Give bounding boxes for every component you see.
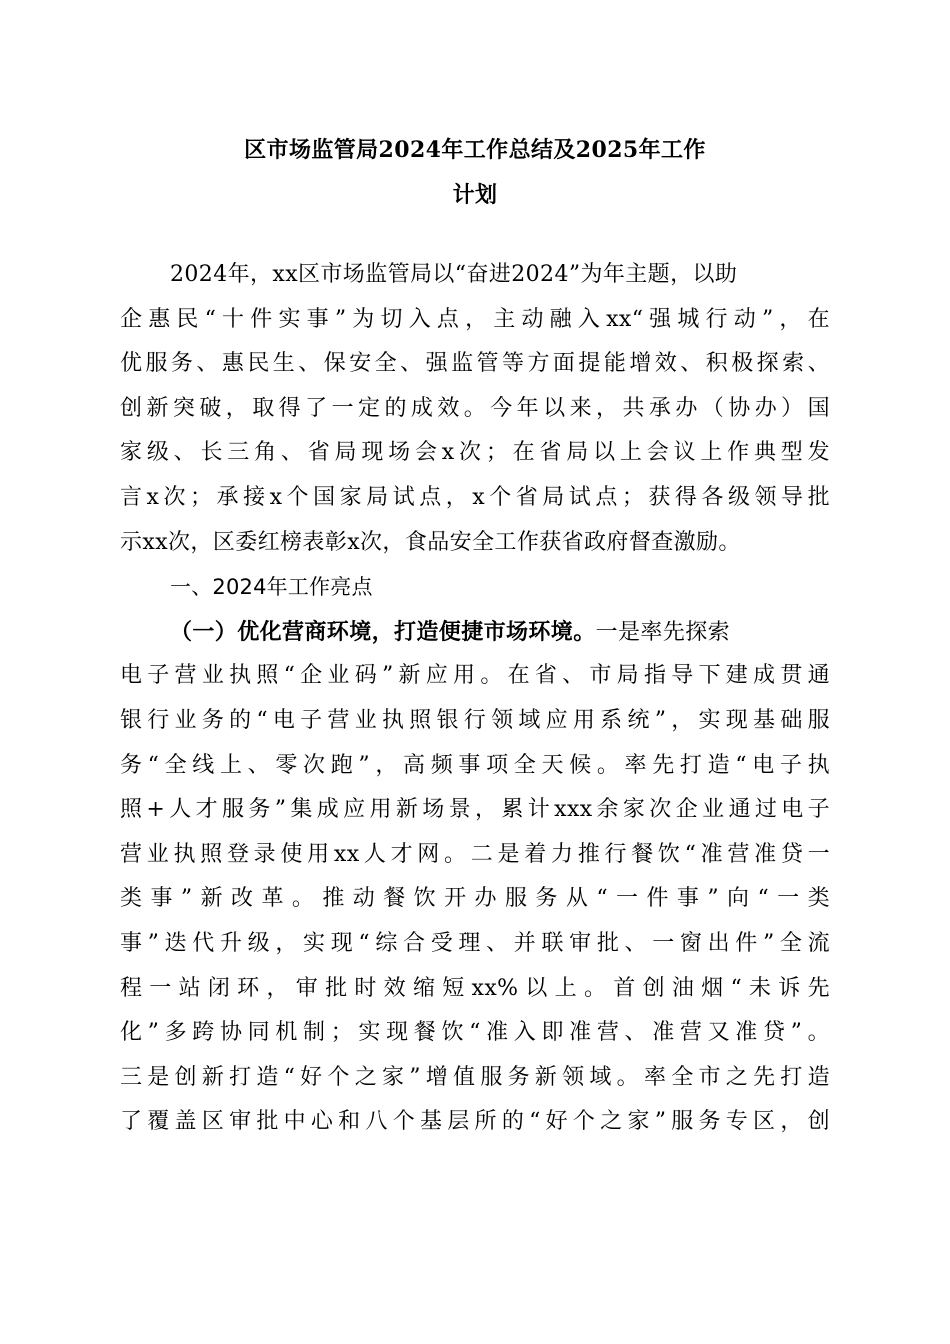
subsection-line: 银行业务的“电子营业执照银行领域应用系统”，实现基础服 bbox=[120, 707, 830, 733]
subsection-line: 务“全线上、零次跑”，高频事项全天候。率先打造“电子执 bbox=[120, 752, 830, 778]
subsection-first-line bbox=[120, 610, 830, 655]
subsection-paragraph bbox=[120, 610, 830, 1145]
title-line-1: 区市场监管局2024年工作总结及2025年工作 bbox=[244, 137, 706, 163]
intro-line: 2024年，xx区市场监管局以“奋进2024”为年主题，以助 bbox=[170, 262, 738, 287]
section-heading: 一、2024年工作亮点 bbox=[170, 575, 373, 600]
intro-line: 创新突破，取得了一定的成效。今年以来，共承办（协办）国 bbox=[120, 395, 830, 421]
subsection-lead: （一）优化营商环境，打造便捷市场环境。 bbox=[170, 618, 596, 645]
intro-line: 示xx次，区委红榜表彰x次，食品安全工作获省政府督查激励。 bbox=[120, 529, 741, 555]
subsection-line: 营业执照登录使用xx人才网。二是着力推行餐饮“准营准贷一 bbox=[120, 841, 830, 867]
intro-line: 优服务、惠民生、保安全、强监管等方面提能增效、积极探索、 bbox=[120, 351, 830, 377]
intro-line: 企惠民“十件实事”为切入点，主动融入xx“强城行动”，在 bbox=[120, 306, 830, 332]
title-line-2: 计划 bbox=[452, 181, 498, 208]
subsection-line: 程一站闭环，审批时效缩短xx%以上。首创油烟“未诉先 bbox=[120, 975, 830, 1001]
subsection-first-rest: 一是率先探索 bbox=[595, 619, 731, 645]
subsection-line: 类事”新改革。推动餐饮开办服务从“一件事”向“一类 bbox=[120, 886, 830, 912]
subsection-line: 化”多跨协同机制；实现餐饮“准入即准营、准营又准贷”。 bbox=[120, 1020, 830, 1046]
subsection-line: 照+人才服务”集成应用新场景，累计xxx余家次企业通过电子 bbox=[120, 797, 830, 823]
intro-paragraph bbox=[120, 253, 830, 565]
intro-line: 家级、长三角、省局现场会x次；在省局以上会议上作典型发 bbox=[120, 440, 830, 466]
subsection-line: 了覆盖区审批中心和八个基层所的“好个之家”服务专区，创 bbox=[120, 1109, 830, 1135]
document-title bbox=[90, 128, 860, 217]
intro-line: 言x次；承接x个国家局试点，x个省局试点；获得各级领导批 bbox=[120, 484, 830, 510]
document-body bbox=[120, 253, 830, 1145]
subsection-line: 三是创新打造“好个之家”增值服务新领域。率全市之先打造 bbox=[120, 1064, 830, 1090]
subsection-line: 事”迭代升级，实现“综合受理、并联审批、一窗出件”全流 bbox=[120, 930, 830, 956]
subsection-line: 电子营业执照“企业码”新应用。在省、市局指导下建成贯通 bbox=[120, 663, 830, 689]
